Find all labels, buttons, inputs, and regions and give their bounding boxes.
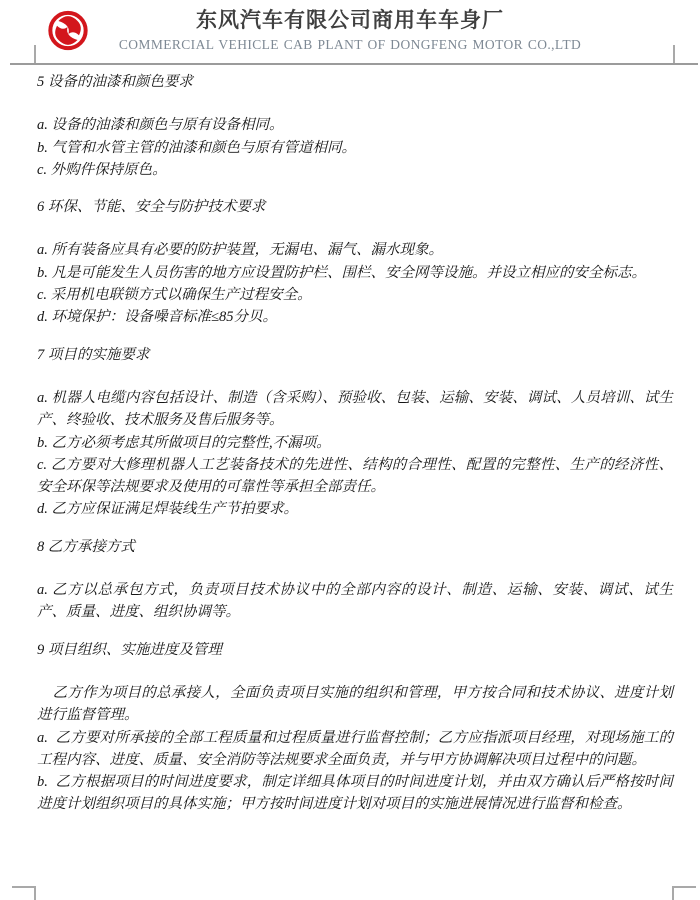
section-paragraph: a. 乙方要对所承接的全部工程质量和过程质量进行监督控制；乙方应指派项目经理，对现场施工的工程内容、进度、质量、安全消防等法规要求全面负责，并与甲方协调解决项目过程中的问题。 xyxy=(37,729,673,768)
section-heading: 6 环保、节能、安全与防护技术要求 xyxy=(37,199,266,216)
header-divider xyxy=(10,63,698,65)
margin-crop-mark-bottom-left xyxy=(12,886,36,888)
document-section xyxy=(37,344,673,521)
section-paragraph: b. 气管和水管主管的油漆和颜色与原有管道相同。 xyxy=(37,139,356,156)
section-heading: 8 乙方承接方式 xyxy=(37,538,135,555)
section-paragraph: c. 采用机电联锁方式以确保生产过程安全。 xyxy=(37,287,312,304)
margin-crop-mark-bottom-right xyxy=(672,886,696,888)
company-name-en: COMMERCIAL VEHICLE CAB PLANT OF DONGFENG MOTOR CO.,LTD xyxy=(118,37,582,52)
document-body xyxy=(37,71,673,816)
section-paragraph: d. 乙方应保证满足焊装线生产节拍要求。 xyxy=(37,501,298,518)
section-paragraph: a. 乙方以总承包方式，负责项目技术协议中的全部内容的设计、制造、运输、安装、调试、试生产、质量、进度、组织协调等。 xyxy=(37,582,673,621)
section-paragraph: b. 乙方必须考虑其所做项目的完整性,不漏项。 xyxy=(37,434,331,451)
section-paragraph: a. 设备的油漆和颜色与原有设备相同。 xyxy=(37,117,284,134)
margin-crop-mark-bottom-left xyxy=(34,886,36,900)
document-section xyxy=(37,71,673,181)
section-paragraph: c. 乙方要对大修理机器人工艺装备技术的先进性、结构的合理性、配置的完整性、生产的经济性、安全环保等法规要求及使用的可靠性等承担全部责任。 xyxy=(37,456,673,496)
margin-crop-mark-bottom-right xyxy=(672,886,674,900)
dongfeng-logo-icon xyxy=(47,8,89,53)
section-paragraph: a. 所有装备应具有必要的防护装置，无漏电、漏气、漏水现象。 xyxy=(37,242,443,259)
document-section xyxy=(37,536,673,624)
document-section xyxy=(37,639,673,816)
letterhead xyxy=(0,6,700,53)
section-paragraph: a. 机器人电缆内容包括设计、制造（含采购）、预验收、包装、运输、安装、调试、人员培训、试生产、终验收、技术服务及售后服务等。 xyxy=(37,389,673,429)
section-heading: 9 项目组织、实施进度及管理 xyxy=(37,641,222,658)
section-paragraph: 乙方作为项目的总承接人，全面负责项目实施的组织和管理，甲方按合同和技术协议、进度计划进行监督管理。 xyxy=(37,684,674,724)
margin-crop-mark-top-left xyxy=(34,45,36,63)
company-name-cn: 东风汽车有限公司商用车车身厂 xyxy=(196,9,504,32)
section-paragraph: c. 外购件保持原色。 xyxy=(37,161,167,178)
section-heading: 5 设备的油漆和颜色要求 xyxy=(37,74,193,90)
margin-crop-mark-top-right xyxy=(673,45,675,63)
document-section xyxy=(37,196,673,328)
section-paragraph: d. 环境保护：设备噪音标准≤85分贝。 xyxy=(37,309,277,326)
section-paragraph: b. 乙方根据项目的时间进度要求，制定详细具体项目的时间进度计划，并由双方确认后严格按时间进度计划组织项目的具体实施；甲方按时间进度计划对项目的实施进展情况进行监督和检查。 xyxy=(37,774,673,813)
section-heading: 7 项目的实施要求 xyxy=(37,346,150,363)
section-paragraph: b. 凡是可能发生人员伤害的地方应设置防护栏、围栏、安全网等设施。并设立相应的安全标志。 xyxy=(37,264,646,281)
